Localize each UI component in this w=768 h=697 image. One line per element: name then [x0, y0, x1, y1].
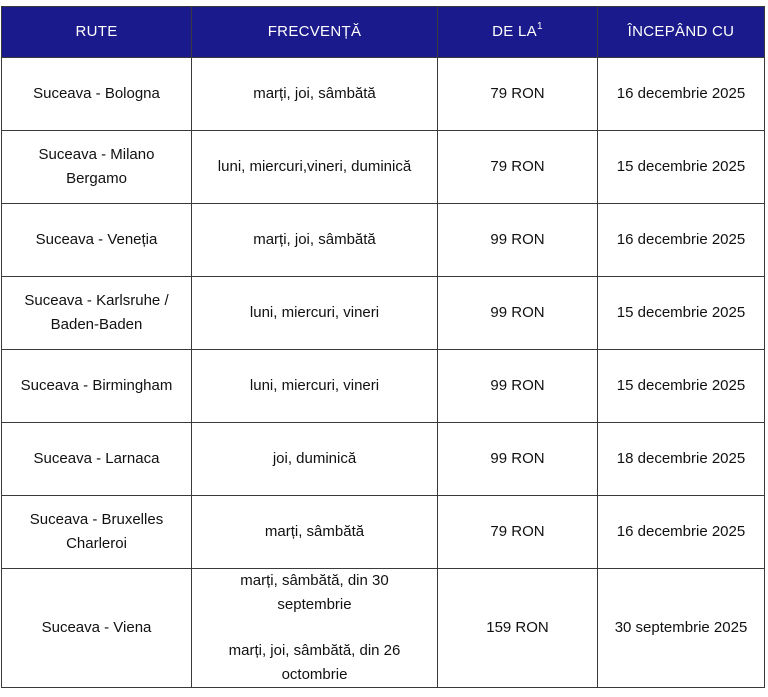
frequency-line: joi, duminică — [272, 450, 357, 467]
header-frequency: FRECVENȚĂ — [192, 7, 438, 58]
route-line: Suceava - Birmingham — [20, 377, 173, 394]
table-body — [2, 58, 765, 688]
header-price-from-label: DE LA — [492, 23, 537, 40]
table-row — [2, 131, 765, 204]
frequency-line: marți, sâmbătă — [264, 523, 365, 540]
start-date-cell: 15 decembrie 2025 — [598, 350, 765, 423]
frequency-cell — [192, 131, 438, 204]
table-row — [2, 350, 765, 423]
start-date-cell: 15 decembrie 2025 — [598, 131, 765, 204]
header-routes: RUTE — [2, 7, 192, 58]
route-cell — [2, 423, 192, 496]
route-line: Suceava - Larnaca — [33, 450, 160, 467]
route-line: Bergamo — [66, 170, 127, 187]
table-row — [2, 204, 765, 277]
frequency-cell — [192, 350, 438, 423]
price-cell: 99 RON — [438, 423, 598, 496]
frequency-line: luni, miercuri,vineri, duminică — [217, 158, 412, 175]
footnote-marker: 1 — [536, 21, 543, 32]
frequency-cell — [192, 569, 438, 688]
table-row — [2, 58, 765, 131]
frequency-line: marți, joi, sâmbătă — [253, 85, 376, 102]
frequency-line: marți, joi, sâmbătă, din 26 — [228, 642, 401, 659]
price-cell: 79 RON — [438, 58, 598, 131]
route-cell — [2, 569, 192, 688]
header-row — [2, 7, 765, 58]
route-cell — [2, 204, 192, 277]
route-line: Suceava - Karlsruhe / — [24, 292, 169, 309]
frequency-spacer — [196, 617, 433, 639]
route-cell — [2, 277, 192, 350]
table-row — [2, 569, 765, 688]
price-cell: 79 RON — [438, 496, 598, 569]
price-cell: 159 RON — [438, 569, 598, 688]
table-row — [2, 277, 765, 350]
frequency-line: luni, miercuri, vineri — [249, 377, 380, 394]
table-row — [2, 496, 765, 569]
price-cell: 99 RON — [438, 204, 598, 277]
route-cell — [2, 350, 192, 423]
frequency-line: luni, miercuri, vineri — [249, 304, 380, 321]
route-line: Baden-Baden — [50, 316, 143, 333]
route-line: Charleroi — [66, 535, 127, 552]
route-line: Suceava - Bologna — [33, 85, 160, 102]
header-price-from — [438, 7, 598, 58]
price-cell: 79 RON — [438, 131, 598, 204]
start-date-cell: 30 septembrie 2025 — [598, 569, 765, 688]
frequency-cell — [192, 496, 438, 569]
price-cell: 99 RON — [438, 350, 598, 423]
frequency-line: octombrie — [281, 666, 348, 683]
route-line: Suceava - Bruxelles — [29, 511, 164, 528]
start-date-cell: 16 decembrie 2025 — [598, 496, 765, 569]
route-line: Suceava - Veneția — [35, 231, 158, 248]
frequency-cell — [192, 204, 438, 277]
table-row — [2, 423, 765, 496]
header-start-date: ÎNCEPÂND CU — [598, 7, 765, 58]
route-cell — [2, 58, 192, 131]
table-header — [2, 7, 765, 58]
frequency-line: septembrie — [277, 596, 352, 613]
frequency-cell — [192, 423, 438, 496]
route-line: Suceava - Milano — [38, 146, 155, 163]
frequency-cell — [192, 277, 438, 350]
frequency-line: marți, joi, sâmbătă — [253, 231, 376, 248]
start-date-cell: 15 decembrie 2025 — [598, 277, 765, 350]
route-cell — [2, 131, 192, 204]
routes-table — [1, 6, 765, 688]
routes-table-container — [1, 6, 765, 688]
start-date-cell: 16 decembrie 2025 — [598, 204, 765, 277]
route-cell — [2, 496, 192, 569]
start-date-cell: 18 decembrie 2025 — [598, 423, 765, 496]
frequency-cell — [192, 58, 438, 131]
price-cell: 99 RON — [438, 277, 598, 350]
start-date-cell: 16 decembrie 2025 — [598, 58, 765, 131]
frequency-line: marți, sâmbătă, din 30 — [240, 572, 389, 589]
route-line: Suceava - Viena — [41, 619, 152, 636]
